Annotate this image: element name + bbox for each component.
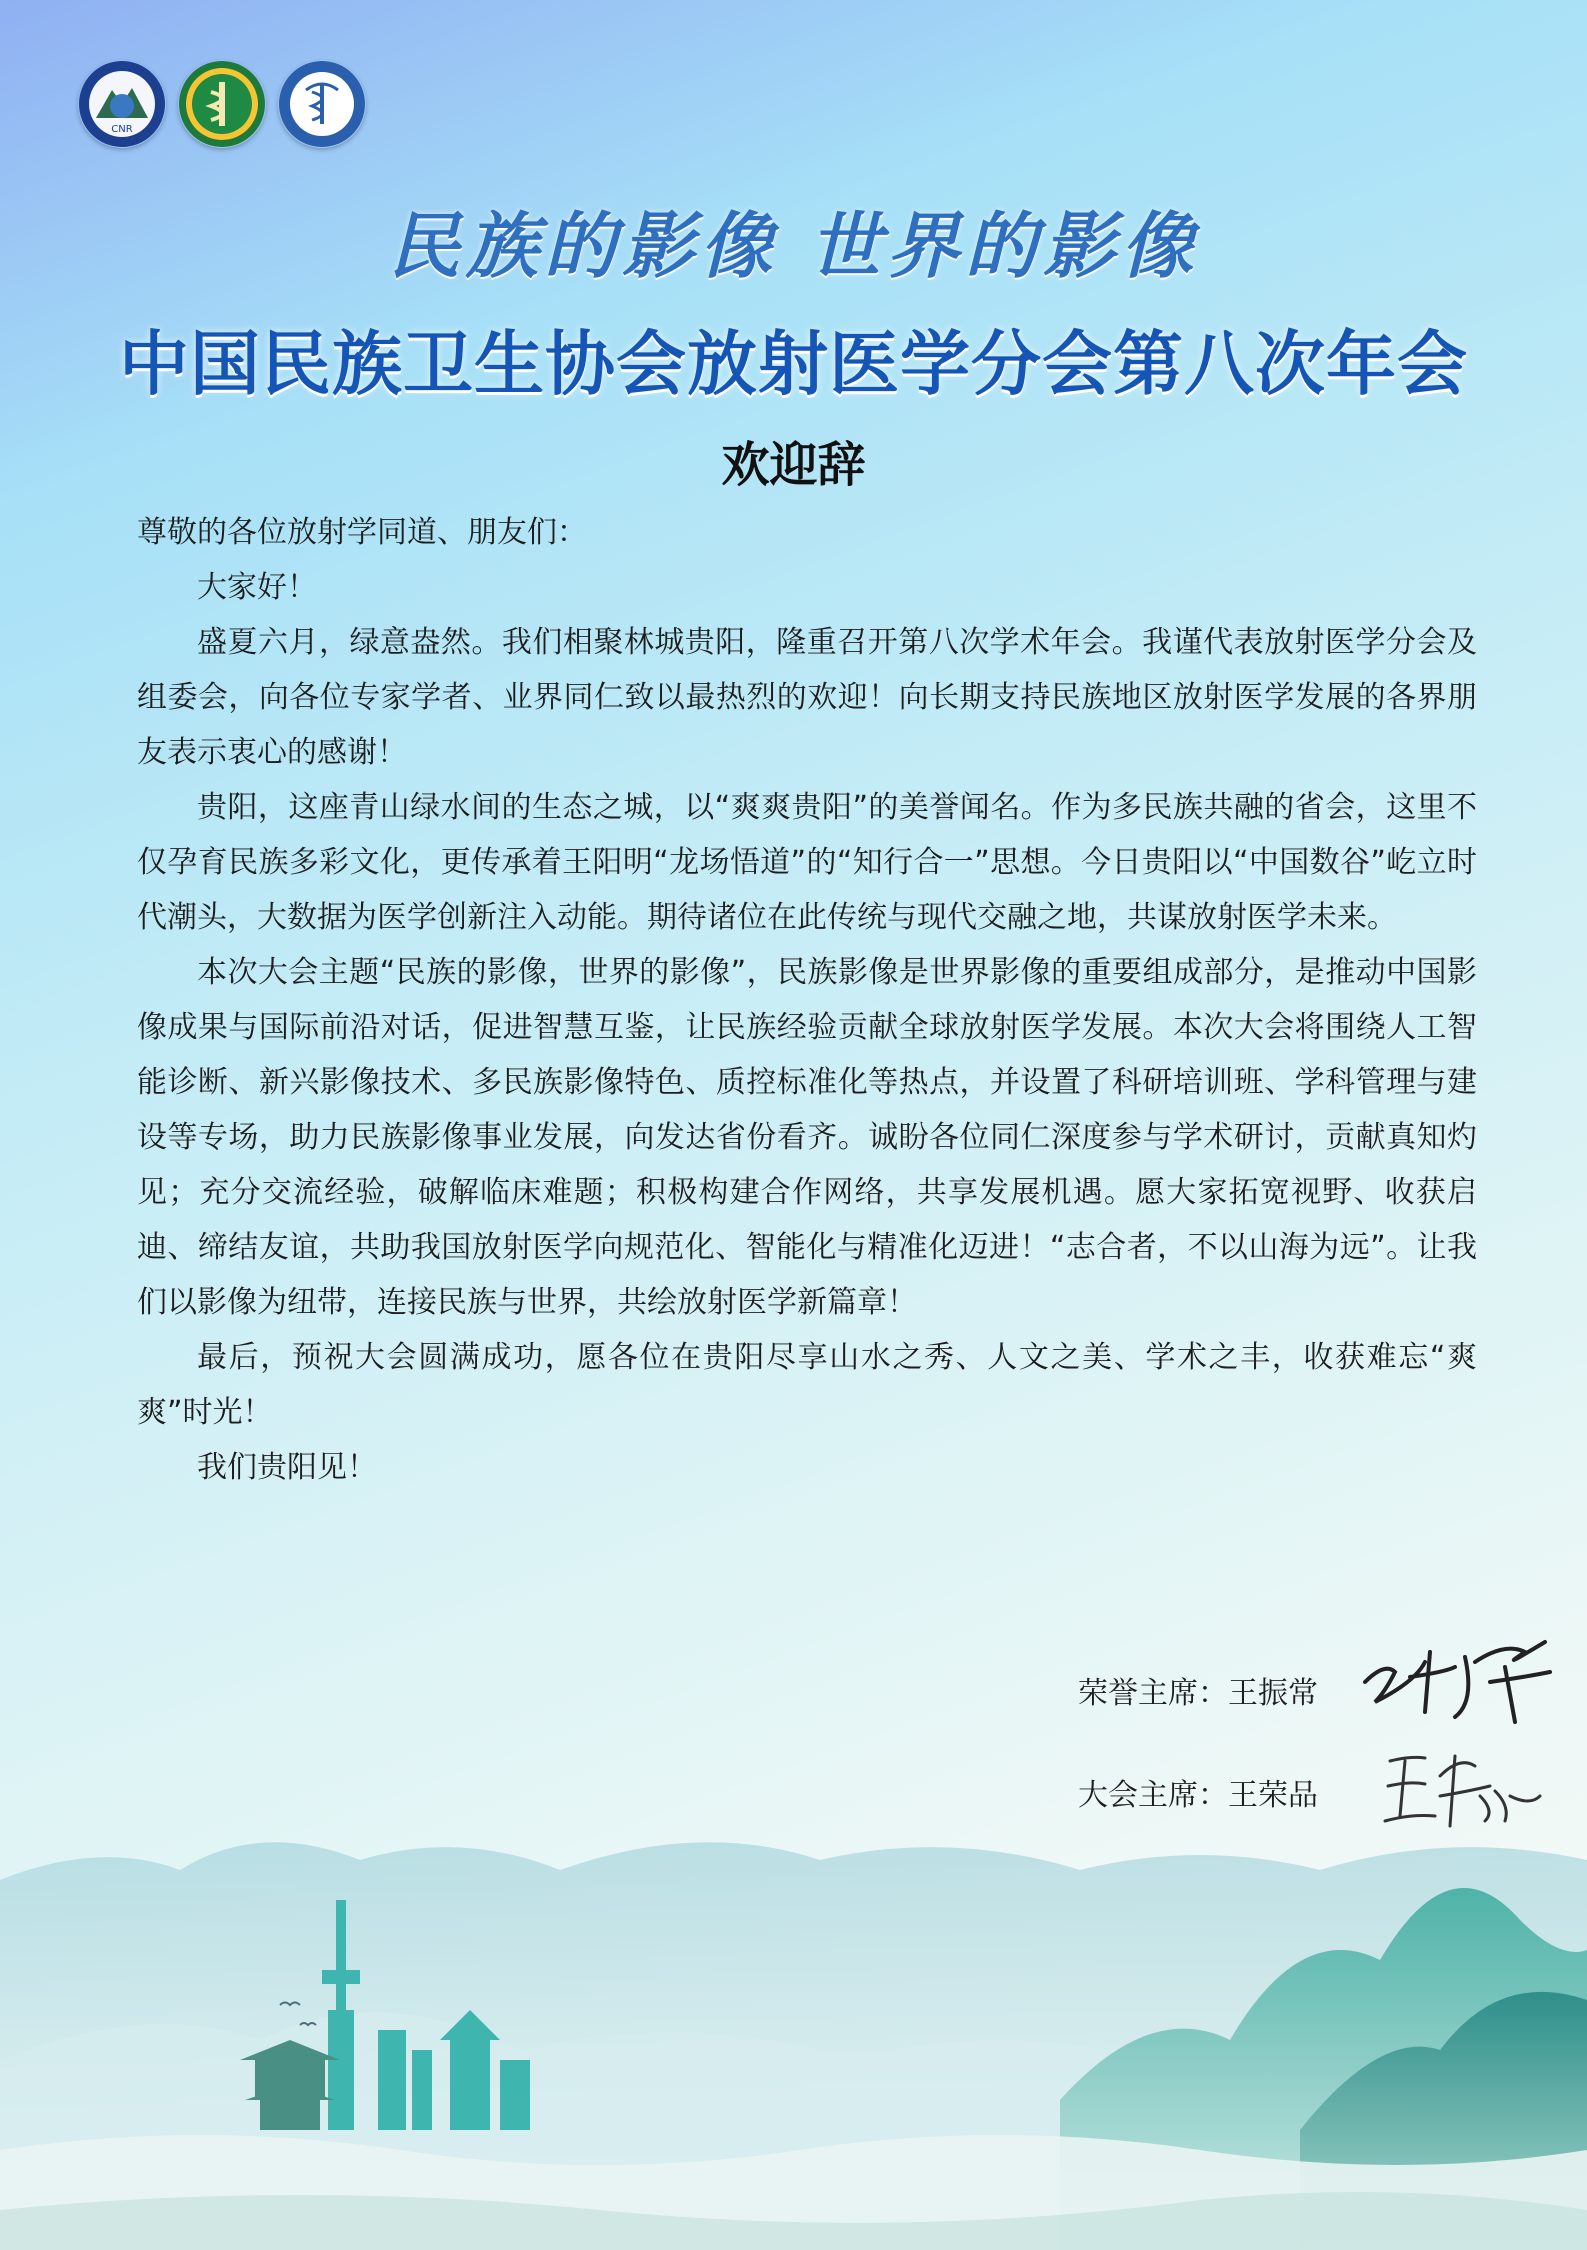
honorary-chair-handwritten-signature [1355, 1622, 1575, 1732]
letter-paragraph: 贵阳，这座青山绿水间的生态之城，以“爽爽贵阳”的美誉闻名。作为多民族共融的省会，这里不仅孕育民族多彩文化，更传承着王阳明“龙场悟道”的“知行合一”思想。今日贵阳以“中国数谷”屹立时代潮头，大数据为医学创新注入动能。期待诸位在此传统与现代交融之地，共谋放射医学未来。 [137, 790, 1477, 935]
letter-paragraph: 最后，预祝大会圆满成功，愿各位在贵阳尽享山水之秀、人文之美、学术之丰，收获难忘“爽爽”时光！ [137, 1340, 1477, 1430]
letter-paragraph: 盛夏六月，绿意盎然。我们相聚林城贵阳，隆重召开第八次学术年会。我谨代表放射医学分会及组委会，向各位专家学者、业界同仁致以最热烈的欢迎！向长期支持民族地区放射医学发展的各界朋友表示衷心的感谢！ [137, 625, 1477, 770]
page-subtitle: 欢迎辞 [721, 437, 866, 493]
honorary-chair-signature-label: 荣誉主席：王振常 [1078, 1676, 1318, 1711]
welcome-letter [137, 505, 1477, 1495]
society-logo [278, 60, 366, 148]
letter-paragraph: 大家好！ [197, 570, 317, 605]
letter-paragraph: 我们贵阳见！ [197, 1450, 377, 1485]
hospital-logo [178, 60, 266, 148]
page-title: 中国民族卫生协会放射医学分会第八次年会 [119, 323, 1468, 405]
landscape-illustration [0, 1800, 1587, 2250]
conference-chair-signature-label: 大会主席：王荣品 [1078, 1778, 1318, 1813]
association-logo [78, 60, 166, 148]
slogan: 民族的影像 世界的影像 [387, 203, 1200, 288]
letter-paragraph: 本次大会主题“民族的影像，世界的影像”，民族影像是世界影像的重要组成部分，是推动中国影像成果与国际前沿对话，促进智慧互鉴，让民族经验贡献全球放射医学发展。本次大会将围绕人工智能诊断、新兴影像技术、多民族影像特色、质控标准化等热点，并设置了科研培训班、学科管理与建设等专场，助力民族影像事业发展，向发达省份看齐。诚盼各位同仁深度参与学术研讨，贡献真知灼见；充分交流经验，破解临床难题；积极构建合作网络，共享发展机遇。愿大家拓宽视野、收获启迪、缔结友谊，共助我国放射医学向规范化、智能化与精准化迈进！“志合者，不以山海为远”。让我们以影像为纽带，连接民族与世界，共绘放射医学新篇章！ [137, 955, 1477, 1320]
association-logo-text: CNR [111, 124, 133, 135]
logo-row [78, 60, 366, 148]
letter-salutation: 尊敬的各位放射学同道、朋友们： [137, 515, 587, 550]
